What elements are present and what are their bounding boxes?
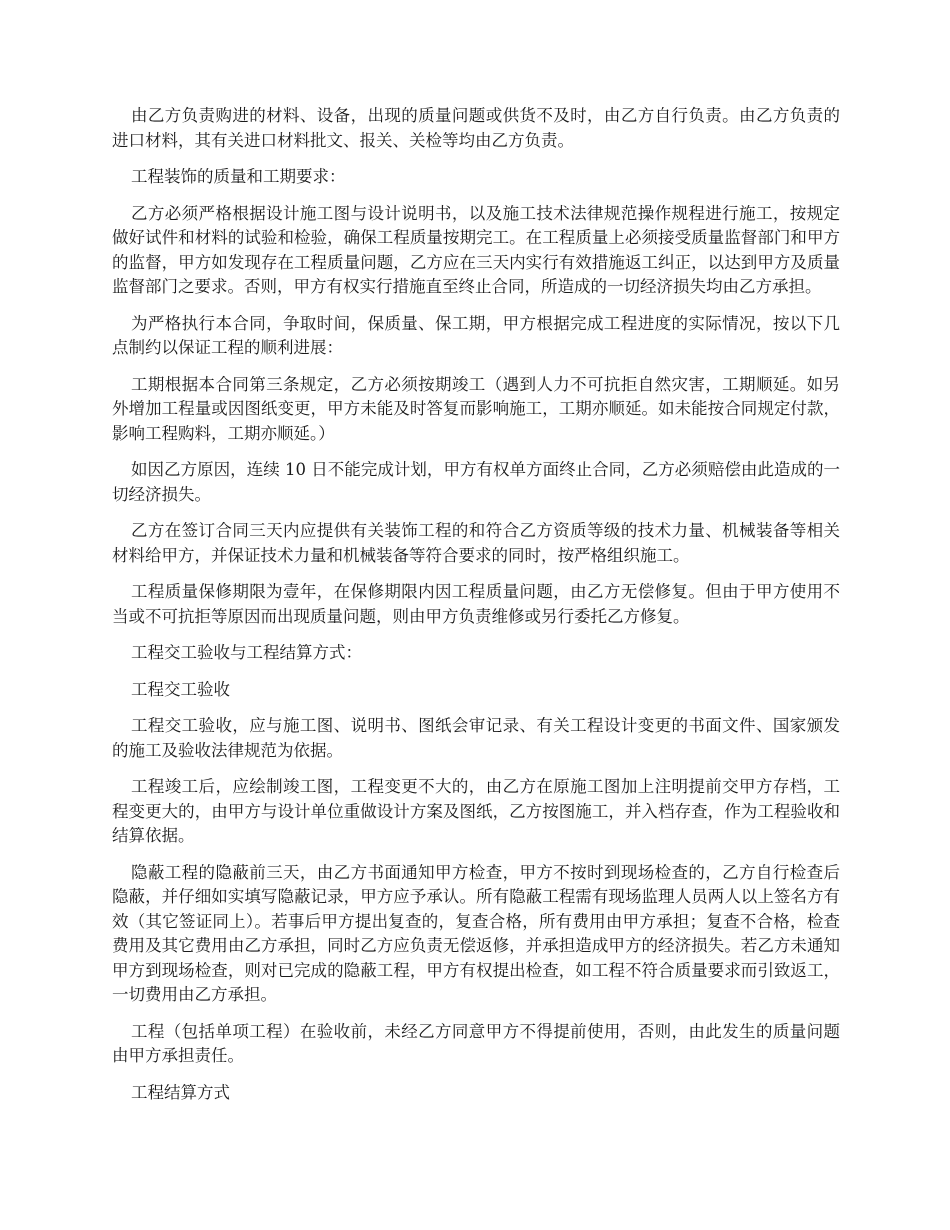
paragraph-construction-standards: 乙方必须严格根据设计施工图与设计说明书，以及施工技术法律规范操作规程进行施工，按规定做好试件和材料的试验和检验，确保工程质量按期完工。在工程质量上必须接受质量监督部门和甲方的监督，甲方如发现存在工程质量问题，乙方应在三天内实行有效措施返工纠正，以达到甲方及质量监督部门之要求。否则，甲方有权实行措施直至终止合同，所造成的一切经济损失均由乙方承担。 [112,203,840,296]
heading-settlement-method: 工程结算方式 [131,1082,230,1102]
heading-acceptance: 工程交工验收 [131,679,230,699]
paragraph-as-built-drawings: 工程竣工后，应绘制竣工图，工程变更不大的，由乙方在原施工图加上注明提前交甲方存档，工程变更大的，由甲方与设计单位重做设计方案及图纸，乙方按图施工，并入档存查，作为工程验收和结算依据。 [112,777,840,845]
paragraph-material-responsibility: 由乙方负责购进的材料、设备，出现的质量问题或供货不及时，由乙方自行负责。由乙方负责的进口材料，其有关进口材料批文、报关、关检等均由乙方负责。 [112,106,840,150]
paragraph-progress-constraints: 为严格执行本合同，争取时间，保质量、保工期，甲方根据完成工程进度的实际情况，按以下几点制约以保证工程的顺利进展： [112,313,840,357]
document-page [112,104,840,1117]
paragraph-early-use: 工程（包括单项工程）在验收前，未经乙方同意甲方不得提前使用，否则，由此发生的质量问题由甲方承担责任。 [112,1021,840,1065]
paragraph-technical-resources: 乙方在签订合同三天内应提供有关装饰工程的和符合乙方资质等级的技术力量、机械装备等相关材料给甲方，并保证技术力量和机械装备等符合要求的同时，按严格组织施工。 [112,521,840,565]
paragraph-acceptance-basis: 工程交工验收，应与施工图、说明书、图纸会审记录、有关工程设计变更的书面文件、国家颁发的施工及验收法律规范为依据。 [112,716,840,760]
paragraph-warranty-period: 工程质量保修期限为壹年，在保修期限内因工程质量问题，由乙方无偿修复。但由于甲方使用不当或不可抗拒等原因而出现质量问题，则由甲方负责维修或另行委托乙方修复。 [112,582,840,626]
paragraph-termination-clause: 如因乙方原因，连续 10 日不能完成计划，甲方有权单方面终止合同，乙方必须赔偿由此造成的一切经济损失。 [112,460,840,504]
heading-acceptance-settlement: 工程交工验收与工程结算方式： [131,643,362,662]
paragraph-concealed-works: 隐蔽工程的隐蔽前三天，由乙方书面通知甲方检查，甲方不按时到现场检查的，乙方自行检查后隐蔽，并仔细如实填写隐蔽记录，甲方应予承认。所有隐蔽工程需有现场监理人员两人以上签名方有效（其它签证同上）。若事后甲方提出复查的，复查合格，所有费用由甲方承担；复查不合格，检查费用及其它费用由乙方承担，同时乙方应负责无偿返修，并承担造成甲方的经济损失。若乙方未通知甲方到现场检查，则对已完成的隐蔽工程，甲方有权提出检查，如工程不符合质量要求而引致返工，一切费用由乙方承担。 [112,862,840,1004]
heading-quality-schedule: 工程装饰的质量和工期要求： [131,167,346,186]
paragraph-schedule-extension: 工期根据本合同第三条规定，乙方必须按期竣工（遇到人力不可抗拒自然灾害，工期顺延。如另外增加工程量或因图纸变更，甲方未能及时答复而影响施工，工期亦顺延。如未能按合同规定付款，影响工程购料，工期亦顺延。） [112,374,840,443]
